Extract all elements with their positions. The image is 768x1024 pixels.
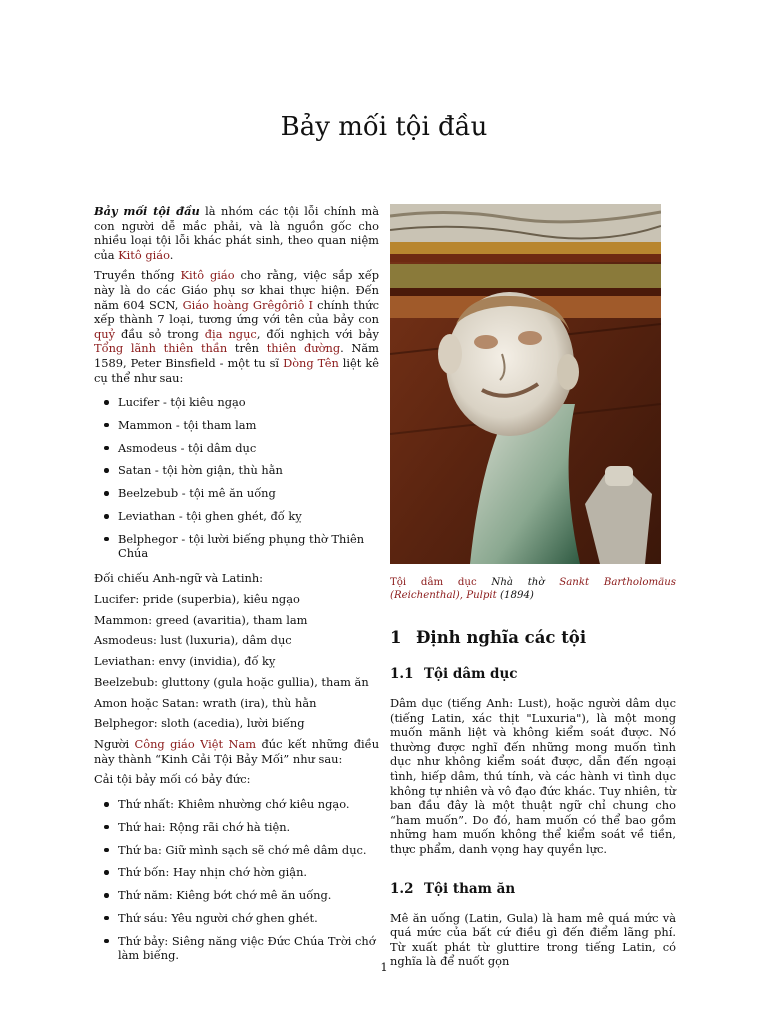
link-toi-dam-duc[interactable]: Tội dâm dục [390, 577, 477, 588]
compare-line: Asmodeus: lust (luxuria), dâm dục [94, 633, 292, 648]
figure-caption: Tội dâm dục Nhà thờ Sankt Bartholomäus (Reichenthal), Pulpit (1894) [390, 577, 676, 601]
link-viet-nam[interactable]: Việt Nam [200, 737, 257, 752]
compare-line: Lucifer: pride (superbia), kiêu ngạo [94, 591, 300, 606]
left-column [94, 204, 379, 973]
list-item: Thứ hai: Rộng rãi chớ hà tiện. [118, 820, 379, 835]
history-paragraph: Truyền thống Kitô giáo cho rằng, việc sắp xếp này là do các Giáo phụ sơ khai thực hiện. Đến năm 604 SCN, Giáo hoàng Grêgôriô I chính thức xếp thành 7 loại, tương ứng với tên của bảy con quỷ đầu sỏ trong địa ngục, đối nghịch với bảy Tổng lãnh thiên thần trên thiên đường. Năm 1589, Peter Binsfield - một tu sĩ Dòng Tên liệt kê cụ thể như sau: [94, 268, 379, 385]
subsection-heading-gluttony: 1.2 Tội tham ăn [390, 880, 516, 897]
right-column [390, 204, 676, 975]
intro-paragraph: Bảy mối tội đầu là nhóm các tội lỗi chính mà con người dễ mắc phải, và là nguồn gốc cho nhiều loại tội lỗi khác phát sinh, theo quan niệm của Kitô giáo. [94, 204, 379, 262]
list-item: Thứ ba: Giữ mình sạch sẽ chớ mê dâm dục. [118, 843, 379, 858]
compare-heading: Đối chiếu Anh-ngữ và Latinh: [94, 571, 264, 585]
link-quy[interactable]: quỷ [94, 326, 116, 341]
link-sankt-bartholomaus[interactable]: Sankt Bartholomäus (Reichenthal), Pulpit [390, 577, 676, 601]
list-item: Asmodeus - tội dâm dục [118, 441, 379, 456]
list-item: Thứ năm: Kiêng bớt chớ mê ăn uống. [118, 888, 379, 903]
remedy-heading: Cải tội bảy mối có bảy đức: [94, 772, 251, 787]
sculpture-illustration [390, 204, 661, 564]
compare-line: Mammon: greed (avaritia), tham lam [94, 612, 308, 627]
list-item: Thứ sáu: Yêu người chớ ghen ghét. [118, 911, 379, 926]
subsection-heading-lust: 1.1 Tội dâm dục [390, 666, 518, 682]
link-tong-lanh-thien-than[interactable]: Tổng lãnh thiên thần [94, 341, 228, 356]
list-item: Beelzebub - tội mê ăn uống [118, 486, 379, 501]
link-cong-giao[interactable]: Công giáo [134, 737, 195, 752]
link-kito-giao[interactable]: Kitô giáo [118, 247, 170, 262]
remedy-list [94, 797, 379, 963]
intro-bold-term: Bảy mối tội đầu [94, 204, 200, 218]
section-heading: 1 Định nghĩa các tội [390, 628, 587, 647]
list-item: Thứ nhất: Khiêm nhường chớ kiêu ngạo. [118, 797, 379, 812]
list-item: Thứ bảy: Siêng năng việc Đức Chúa Trời chớ làm biếng. [118, 934, 379, 963]
compare-line: Beelzebub: gluttony (gula hoặc gullia), tham ăn [94, 674, 369, 689]
link-thien-duong[interactable]: thiên đường [266, 341, 341, 356]
catholic-paragraph: Người Công giáo Việt Nam đúc kết những điều này thành “Kinh Cải Tội Bảy Mối” như sau: [94, 737, 380, 766]
link-kito-giao-2[interactable]: Kitô giáo [180, 268, 235, 283]
list-item: Leviathan - tội ghen ghét, đố kỵ [118, 509, 379, 524]
link-dia-nguc[interactable]: địa ngục [204, 326, 257, 341]
link-dong-ten[interactable]: Dòng Tên [283, 355, 339, 370]
compare-line: Belphegor: sloth (acedia), lười biếng [94, 716, 305, 731]
compare-line: Amon hoặc Satan: wrath (ira), thù hằn [94, 695, 317, 710]
sculpture-image [390, 204, 661, 564]
page-number: 1 [380, 960, 388, 974]
list-item: Belphegor - tội lười biếng phụng thờ Thiên Chúa [118, 532, 379, 561]
compare-line: Leviathan: envy (invidia), đố kỵ [94, 654, 276, 669]
link-gregory[interactable]: Giáo hoàng Grêgôriô I [182, 297, 313, 312]
gluttony-paragraph: Mê ăn uống (Latin, Gula) là ham mê quá mức và quá mức của bất cứ điều gì đến điểm lãng phí. Từ xuất phát từ gluttire trong tiếng Latin, có nghĩa là để nuốt gọn [390, 910, 676, 969]
list-item: Mammon - tội tham lam [118, 418, 379, 433]
list-item: Satan - tội hờn giận, thù hằn [118, 463, 379, 478]
lust-paragraph: Dâm dục (tiếng Anh: Lust), hoặc người dâm dục (tiếng Latin, xác thịt "Luxuria"), là một mong muốn mãnh liệt và không kiểm soát được. Nó thường được nghĩ đến những mong muốn tình dục như không kiểm soát được, dẫn đến ngoại tình, hiếp dâm, thú tính, và các hành vi tình dục không tự nhiên và vô đạo đức khác. Tuy nhiên, từ ban đầu đây là một thuật ngữ chỉ chung cho “ham muốn”. Do đó, ham muốn có thể bao gồm những ham muốn không thể kiểm soát về tiền, thực phẩm, danh vọng hay quyền lực. [390, 696, 676, 856]
page-title: Bảy mối tội đầu [280, 112, 488, 142]
list-item: Lucifer - tội kiêu ngạo [118, 395, 379, 410]
demon-list [94, 395, 379, 561]
list-item: Thứ bốn: Hay nhịn chớ hờn giận. [118, 865, 379, 880]
